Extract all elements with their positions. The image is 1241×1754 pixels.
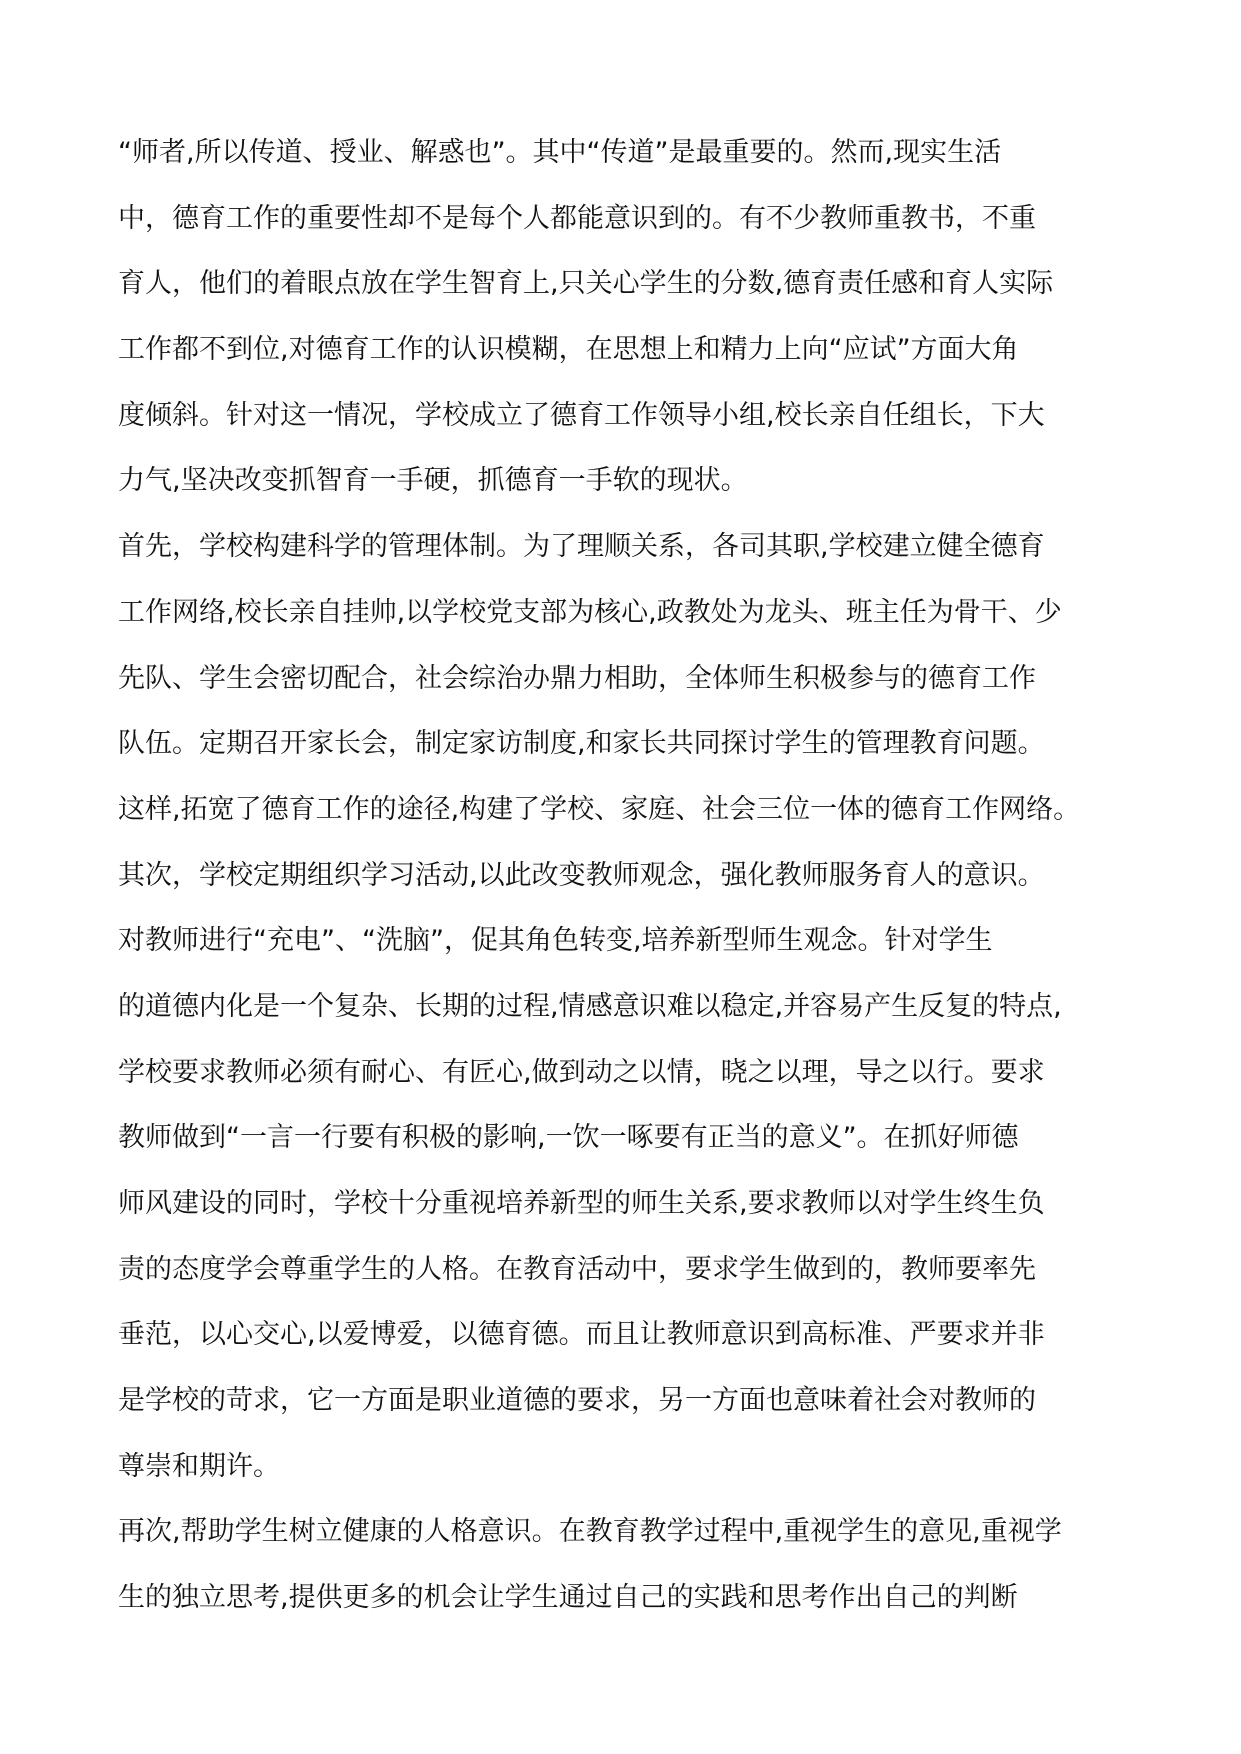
- text-line: 生的独立思考,提供更多的机会让学生通过自己的实践和思考作出自己的判断: [118, 1582, 1018, 1614]
- body-text: [118, 120, 1098, 1631]
- paragraph-1: [118, 120, 1098, 514]
- text-line: 学校要求教师必须有耐心、有匠心,做到动之以情，晓之以理，导之以行。要求: [118, 1056, 1045, 1088]
- text-line: 的道德内化是一个复杂、长期的过程,情感意识难以稳定,并容易产生反复的特点,: [118, 990, 1062, 1022]
- text-line: 其次，学校定期组织学习活动,以此改变教师观念，强化教师服务育人的意识。: [118, 859, 1045, 891]
- text-line: 首先，学校构建科学的管理体制。为了理顺关系，各司其职,学校建立健全德育: [118, 531, 1045, 563]
- text-line: 度倾斜。针对这一情况，学校成立了德育工作领导小组,校长亲自任组长，下大: [118, 399, 1045, 431]
- paragraph-4: [118, 1499, 1098, 1630]
- text-line: 这样,拓宽了德育工作的途径,构建了学校、家庭、社会三位一体的德育工作网络。: [118, 793, 1081, 825]
- text-line: 工作网络,校长亲自挂帅,以学校党支部为核心,政教处为龙头、班主任为骨干、少: [118, 596, 1062, 628]
- text-line: 育人，他们的着眼点放在学生智育上,只关心学生的分数,德育责任感和育人实际: [118, 268, 1054, 300]
- text-line: 力气,坚决改变抓智育一手硬，抓德育一手软的现状。: [118, 465, 748, 497]
- text-line: 队伍。定期召开家长会，制定家访制度,和家长共同探讨学生的管理教育问题。: [118, 728, 1045, 760]
- text-line: 责的态度学会尊重学生的人格。在教育活动中，要求学生做到的，教师要率先: [118, 1253, 1036, 1285]
- text-line: 垂范，以心交心,以爱博爱，以德育德。而且让教师意识到高标准、严要求并非: [118, 1319, 1045, 1351]
- text-line: 尊崇和期许。: [118, 1450, 280, 1482]
- text-line: “师者,所以传道、授业、解惑也”。其中“传道”是最重要的。然而,现实生活: [118, 137, 1002, 168]
- text-line: 再次,帮助学生树立健康的人格意识。在教育教学过程中,重视学生的意见,重视学: [118, 1516, 1062, 1548]
- text-line: 工作都不到位,对德育工作的认识模糊，在思想上和精力上向“应试”方面大角: [118, 334, 1019, 366]
- text-line: 中，德育工作的重要性却不是每个人都能意识到的。有不少教师重教书，不重: [118, 202, 1036, 234]
- text-line: 对教师进行“充电”、“洗脑”，促其角色转变,培养新型师生观念。针对学生: [118, 925, 993, 957]
- text-line: 是学校的苛求，它一方面是职业道德的要求，另一方面也意味着社会对教师的: [118, 1385, 1036, 1417]
- text-line: 先队、学生会密切配合，社会综治办鼎力相助，全体师生积极参与的德育工作: [118, 662, 1036, 694]
- paragraph-2: [118, 514, 1098, 842]
- paragraph-3: [118, 843, 1098, 1500]
- text-line: 师风建设的同时，学校十分重视培养新型的师生关系,要求教师以对学生终生负: [118, 1188, 1045, 1219]
- text-line: 教师做到“一言一行要有积极的影响,一饮一啄要有正当的意义”。在抓好师德: [118, 1122, 1019, 1154]
